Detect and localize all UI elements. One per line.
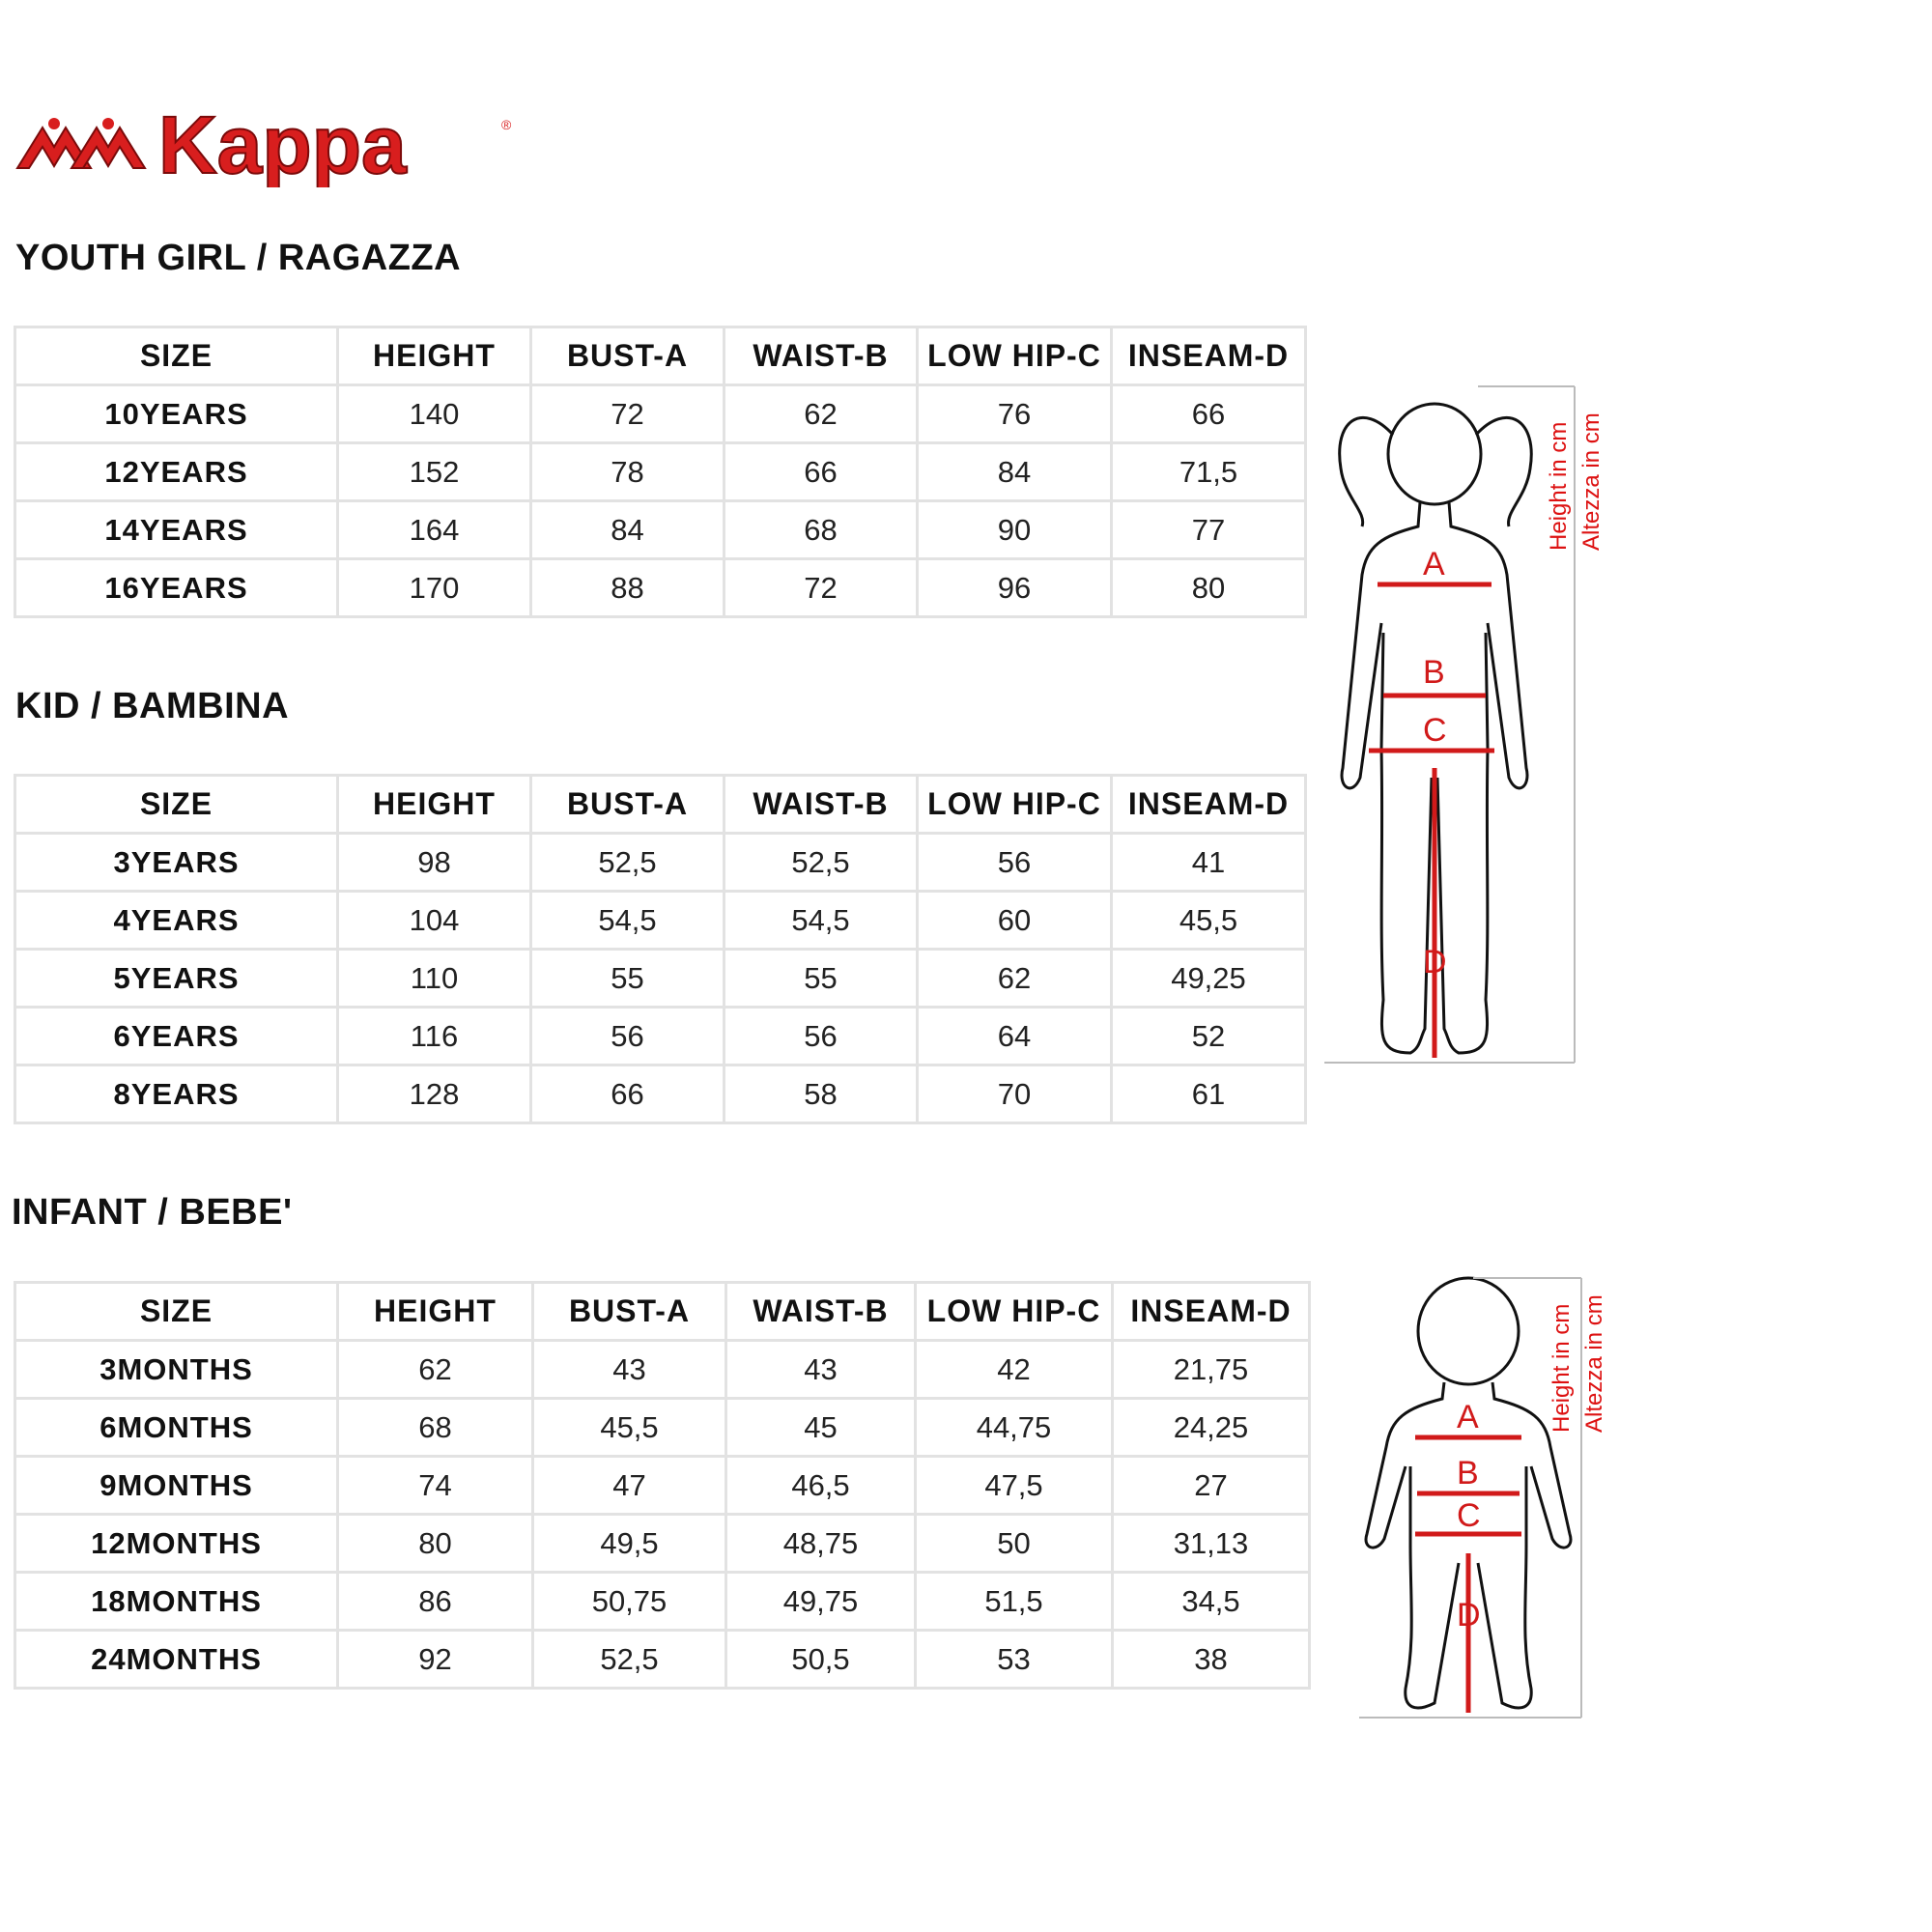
table-header-row <box>15 327 1306 385</box>
low-hip-cell: 56 <box>918 834 1112 892</box>
size-label: 6YEARS <box>15 1008 338 1065</box>
inseam-cell: 49,25 <box>1112 950 1306 1008</box>
inseam-cell: 27 <box>1113 1457 1310 1515</box>
inseam-cell: 45,5 <box>1112 892 1306 950</box>
low-hip-cell: 51,5 <box>916 1573 1113 1631</box>
height-cell: 74 <box>338 1457 533 1515</box>
col-height: HEIGHT <box>338 1283 533 1341</box>
table-row <box>15 501 1306 559</box>
size-table-infant <box>14 1281 1311 1690</box>
inseam-cell: 38 <box>1113 1631 1310 1689</box>
marker-d: D <box>1457 1597 1481 1634</box>
waist-cell: 48,75 <box>726 1515 916 1573</box>
low-hip-cell: 90 <box>918 501 1112 559</box>
size-label: 9MONTHS <box>15 1457 338 1515</box>
col-size: SIZE <box>15 327 338 385</box>
col-bust: BUST-A <box>533 1283 726 1341</box>
col-size: SIZE <box>15 1283 338 1341</box>
height-cell: 92 <box>338 1631 533 1689</box>
col-low-hip: LOW HIP-C <box>918 327 1112 385</box>
col-inseam: INSEAM-D <box>1113 1283 1310 1341</box>
col-bust: BUST-A <box>531 327 724 385</box>
height-cell: 164 <box>338 501 531 559</box>
low-hip-cell: 53 <box>916 1631 1113 1689</box>
table-header-row <box>15 776 1306 834</box>
marker-c: C <box>1457 1497 1481 1534</box>
waist-cell: 45 <box>726 1399 916 1457</box>
low-hip-cell: 44,75 <box>916 1399 1113 1457</box>
bust-cell: 47 <box>533 1457 726 1515</box>
inseam-cell: 80 <box>1112 559 1306 617</box>
inseam-cell: 24,25 <box>1113 1399 1310 1457</box>
col-height: HEIGHT <box>338 327 531 385</box>
col-height: HEIGHT <box>338 776 531 834</box>
table-row <box>15 1065 1306 1123</box>
low-hip-cell: 70 <box>918 1065 1112 1123</box>
table-row <box>15 1399 1310 1457</box>
waist-cell: 56 <box>724 1008 918 1065</box>
table-row <box>15 1631 1310 1689</box>
infant-measurement-figure <box>1357 1273 1647 1727</box>
height-cell: 68 <box>338 1399 533 1457</box>
low-hip-cell: 84 <box>918 443 1112 501</box>
bust-cell: 72 <box>531 385 724 443</box>
waist-cell: 43 <box>726 1341 916 1399</box>
table-row <box>15 950 1306 1008</box>
table-row <box>15 1457 1310 1515</box>
marker-d: D <box>1423 944 1447 980</box>
height-cell: 152 <box>338 443 531 501</box>
bust-cell: 52,5 <box>531 834 724 892</box>
inseam-cell: 66 <box>1112 385 1306 443</box>
height-label-en: Height in cm <box>1548 1303 1575 1433</box>
waist-cell: 68 <box>724 501 918 559</box>
marker-a: A <box>1423 546 1445 582</box>
waist-cell: 54,5 <box>724 892 918 950</box>
col-waist: WAIST-B <box>726 1283 916 1341</box>
col-waist: WAIST-B <box>724 776 918 834</box>
bust-cell: 49,5 <box>533 1515 726 1573</box>
height-cell: 104 <box>338 892 531 950</box>
table-row <box>15 443 1306 501</box>
table-row <box>15 892 1306 950</box>
low-hip-cell: 96 <box>918 559 1112 617</box>
bust-cell: 78 <box>531 443 724 501</box>
size-label: 14YEARS <box>15 501 338 559</box>
col-inseam: INSEAM-D <box>1112 327 1306 385</box>
inseam-cell: 41 <box>1112 834 1306 892</box>
col-waist: WAIST-B <box>724 327 918 385</box>
height-label-it: Altezza in cm <box>1578 412 1605 551</box>
table-row <box>15 385 1306 443</box>
waist-cell: 66 <box>724 443 918 501</box>
size-label: 18MONTHS <box>15 1573 338 1631</box>
table-row <box>15 559 1306 617</box>
low-hip-cell: 50 <box>916 1515 1113 1573</box>
waist-cell: 72 <box>724 559 918 617</box>
table-row <box>15 1008 1306 1065</box>
inseam-cell: 34,5 <box>1113 1573 1310 1631</box>
waist-cell: 62 <box>724 385 918 443</box>
size-label: 6MONTHS <box>15 1399 338 1457</box>
section-title-youth-girl: YOUTH GIRL / RAGAZZA <box>15 238 462 278</box>
bust-cell: 55 <box>531 950 724 1008</box>
height-label-it: Altezza in cm <box>1581 1294 1607 1433</box>
inseam-cell: 77 <box>1112 501 1306 559</box>
size-label: 12MONTHS <box>15 1515 338 1573</box>
section-title-infant: INFANT / BEBE' <box>12 1192 293 1233</box>
marker-a: A <box>1457 1399 1479 1435</box>
low-hip-cell: 76 <box>918 385 1112 443</box>
bust-cell: 54,5 <box>531 892 724 950</box>
low-hip-cell: 42 <box>916 1341 1113 1399</box>
table-row <box>15 834 1306 892</box>
bust-cell: 45,5 <box>533 1399 726 1457</box>
height-cell: 62 <box>338 1341 533 1399</box>
low-hip-cell: 62 <box>918 950 1112 1008</box>
marker-c: C <box>1423 712 1447 749</box>
height-cell: 98 <box>338 834 531 892</box>
height-cell: 80 <box>338 1515 533 1573</box>
size-table-youth-girl <box>14 326 1307 618</box>
size-label: 16YEARS <box>15 559 338 617</box>
marker-b: B <box>1423 654 1445 691</box>
inseam-cell: 31,13 <box>1113 1515 1310 1573</box>
waist-cell: 46,5 <box>726 1457 916 1515</box>
kappa-wordmark: Kappa <box>158 100 407 187</box>
inseam-cell: 71,5 <box>1112 443 1306 501</box>
waist-cell: 50,5 <box>726 1631 916 1689</box>
col-inseam: INSEAM-D <box>1112 776 1306 834</box>
bust-cell: 88 <box>531 559 724 617</box>
bust-cell: 56 <box>531 1008 724 1065</box>
bust-cell: 84 <box>531 501 724 559</box>
size-label: 8YEARS <box>15 1065 338 1123</box>
bust-cell: 66 <box>531 1065 724 1123</box>
waist-cell: 58 <box>724 1065 918 1123</box>
table-header-row <box>15 1283 1310 1341</box>
size-table-kid <box>14 774 1307 1124</box>
height-cell: 170 <box>338 559 531 617</box>
kappa-omini-logo-icon <box>17 118 145 168</box>
height-label-en: Height in cm <box>1546 421 1572 551</box>
kappa-logo <box>14 100 516 187</box>
waist-cell: 49,75 <box>726 1573 916 1631</box>
table-row <box>15 1341 1310 1399</box>
size-label: 10YEARS <box>15 385 338 443</box>
height-cell: 86 <box>338 1573 533 1631</box>
low-hip-cell: 60 <box>918 892 1112 950</box>
height-cell: 128 <box>338 1065 531 1123</box>
size-label: 3YEARS <box>15 834 338 892</box>
inseam-cell: 61 <box>1112 1065 1306 1123</box>
low-hip-cell: 47,5 <box>916 1457 1113 1515</box>
inseam-cell: 52 <box>1112 1008 1306 1065</box>
inseam-cell: 21,75 <box>1113 1341 1310 1399</box>
col-low-hip: LOW HIP-C <box>918 776 1112 834</box>
marker-b: B <box>1457 1455 1479 1492</box>
waist-cell: 52,5 <box>724 834 918 892</box>
waist-cell: 55 <box>724 950 918 1008</box>
low-hip-cell: 64 <box>918 1008 1112 1065</box>
col-size: SIZE <box>15 776 338 834</box>
size-label: 4YEARS <box>15 892 338 950</box>
table-row <box>15 1515 1310 1573</box>
girl-measurement-figure <box>1323 382 1633 1077</box>
section-title-kid: KID / BAMBINA <box>15 686 290 726</box>
size-label: 24MONTHS <box>15 1631 338 1689</box>
size-label: 3MONTHS <box>15 1341 338 1399</box>
bust-cell: 43 <box>533 1341 726 1399</box>
registered-mark: ® <box>501 117 512 132</box>
bust-cell: 52,5 <box>533 1631 726 1689</box>
size-label: 5YEARS <box>15 950 338 1008</box>
height-cell: 110 <box>338 950 531 1008</box>
height-cell: 116 <box>338 1008 531 1065</box>
size-label: 12YEARS <box>15 443 338 501</box>
table-row <box>15 1573 1310 1631</box>
col-low-hip: LOW HIP-C <box>916 1283 1113 1341</box>
col-bust: BUST-A <box>531 776 724 834</box>
bust-cell: 50,75 <box>533 1573 726 1631</box>
height-cell: 140 <box>338 385 531 443</box>
